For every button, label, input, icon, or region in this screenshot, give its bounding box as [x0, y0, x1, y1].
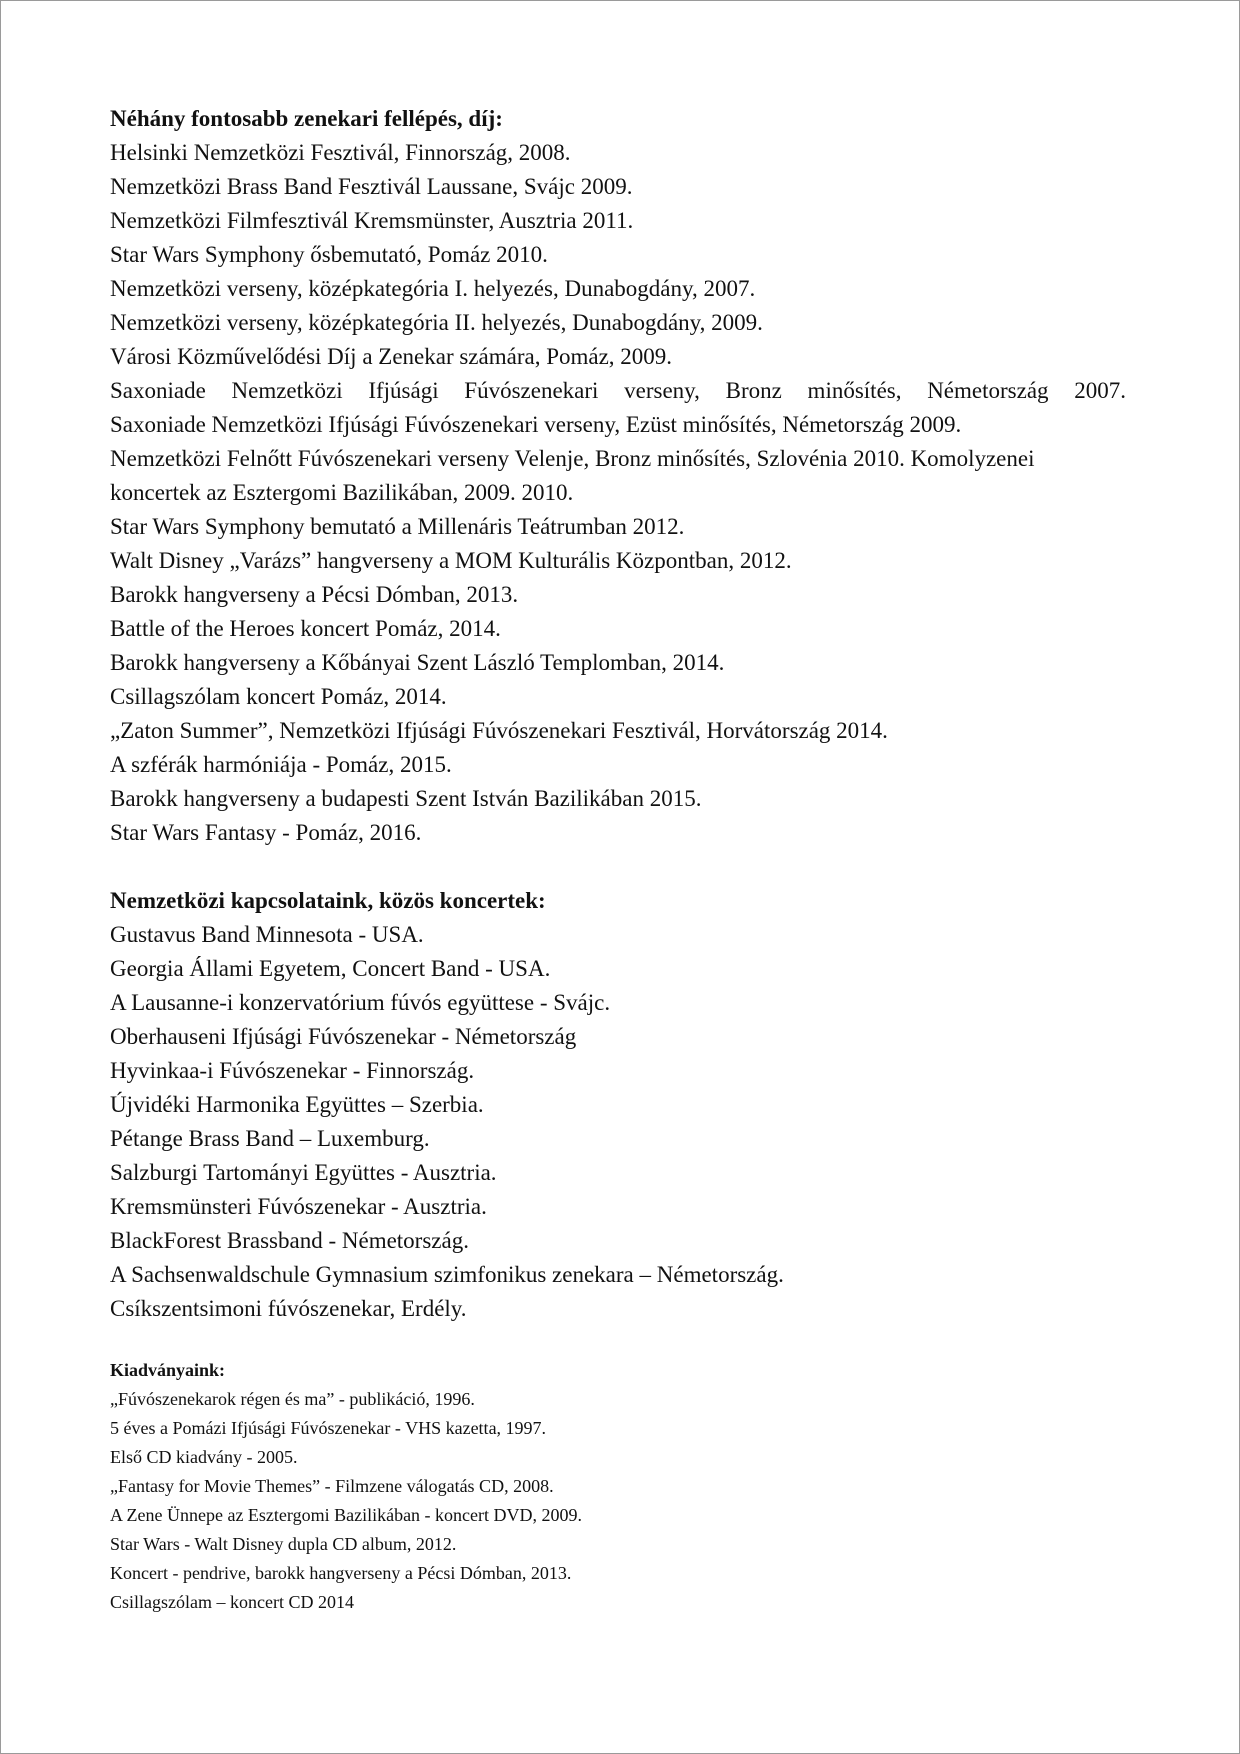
publication-item: Első CD kiadvány - 2005. — [110, 1447, 298, 1467]
publication-item: Star Wars - Walt Disney dupla CD album, 2012. — [110, 1534, 457, 1554]
international-item: Oberhauseni Ifjúsági Fúvószenekar - Németország — [110, 1024, 577, 1049]
publication-item: A Zene Ünnepe az Esztergomi Bazilikában - koncert DVD, 2009. — [110, 1505, 583, 1525]
performance-item: A szférák harmóniája - Pomáz, 2015. — [110, 752, 452, 777]
international-item: A Sachsenwaldschule Gymnasium szimfonikus zenekara – Németország. — [110, 1262, 784, 1287]
international-item: Újvidéki Harmonika Együttes – Szerbia. — [110, 1092, 484, 1117]
international-item: Csíkszentsimoni fúvószenekar, Erdély. — [110, 1296, 467, 1321]
performance-item: Barokk hangverseny a Kőbányai Szent László Templomban, 2014. — [110, 650, 725, 675]
publication-item: 5 éves a Pomázi Ifjúsági Fúvószenekar - VHS kazetta, 1997. — [110, 1418, 547, 1438]
performance-item: Nemzetközi verseny, középkategória II. helyezés, Dunabogdány, 2009. — [110, 310, 763, 335]
performance-item: Star Wars Symphony ősbemutató, Pomáz 2010. — [110, 242, 548, 267]
document-content — [110, 102, 1130, 1617]
section-spacer — [110, 1326, 1130, 1356]
performance-item: Nemzetközi Brass Band Fesztivál Laussane, Svájc 2009. — [110, 174, 633, 199]
performance-item: Walt Disney „Varázs” hangverseny a MOM Kulturális Központban, 2012. — [110, 548, 792, 573]
publication-item: „Fúvószenekarok régen és ma” - publikáció, 1996. — [110, 1389, 475, 1409]
performance-item: Battle of the Heroes koncert Pomáz, 2014. — [110, 616, 501, 641]
performance-item: Nemzetközi Felnőtt Fúvószenekari verseny Velenje, Bronz minősítés, Szlovénia 2010. Komolyzenei koncertek az Esztergomi Bazilikában, 2009. 2010. — [110, 446, 1035, 505]
performance-item: Nemzetközi verseny, középkategória I. helyezés, Dunabogdány, 2007. — [110, 276, 756, 301]
performance-item: Helsinki Nemzetközi Fesztivál, Finnország, 2008. — [110, 140, 571, 165]
performance-item: Saxoniade Nemzetközi Ifjúsági Fúvószenekari verseny, Bronz minősítés, Németország 2007. — [110, 378, 1126, 403]
international-item: BlackForest Brassband - Németország. — [110, 1228, 469, 1253]
performance-item: Barokk hangverseny a budapesti Szent István Bazilikában 2015. — [110, 786, 702, 811]
performance-item: Városi Közművelődési Díj a Zenekar számára, Pomáz, 2009. — [110, 344, 673, 369]
international-item: Gustavus Band Minnesota - USA. — [110, 922, 424, 947]
performance-item: Star Wars Fantasy - Pomáz, 2016. — [110, 820, 422, 845]
international-item: Georgia Állami Egyetem, Concert Band - USA. — [110, 956, 551, 981]
international-item: Salzburgi Tartományi Együttes - Ausztria. — [110, 1160, 497, 1185]
performance-item: Saxoniade Nemzetközi Ifjúsági Fúvószenekari verseny, Ezüst minősítés, Németország 2009. — [110, 412, 962, 437]
performances-heading: Néhány fontosabb zenekari fellépés, díj: — [110, 106, 503, 131]
publication-item: Csillagszólam – koncert CD 2014 — [110, 1592, 354, 1612]
performance-item: Barokk hangverseny a Pécsi Dómban, 2013. — [110, 582, 519, 607]
performance-item: „Zaton Summer”, Nemzetközi Ifjúsági Fúvószenekari Fesztivál, Horvátország 2014. — [110, 718, 888, 743]
international-heading: Nemzetközi kapcsolataink, közös koncertek: — [110, 888, 546, 913]
performance-item: Star Wars Symphony bemutató a Millenáris Teátrumban 2012. — [110, 514, 685, 539]
publications-heading: Kiadványaink: — [110, 1360, 226, 1380]
publication-item: „Fantasy for Movie Themes” - Filmzene válogatás CD, 2008. — [110, 1476, 554, 1496]
performance-item: Nemzetközi Filmfesztivál Kremsmünster, Ausztria 2011. — [110, 208, 634, 233]
publication-item: Koncert - pendrive, barokk hangverseny a Pécsi Dómban, 2013. — [110, 1563, 572, 1583]
international-item: Pétange Brass Band – Luxemburg. — [110, 1126, 430, 1151]
section-spacer — [110, 850, 1130, 884]
international-item: Kremsmünsteri Fúvószenekar - Ausztria. — [110, 1194, 487, 1219]
international-item: A Lausanne-i konzervatórium fúvós együttese - Svájc. — [110, 990, 611, 1015]
performance-item: Csillagszólam koncert Pomáz, 2014. — [110, 684, 447, 709]
international-item: Hyvinkaa-i Fúvószenekar - Finnország. — [110, 1058, 475, 1083]
